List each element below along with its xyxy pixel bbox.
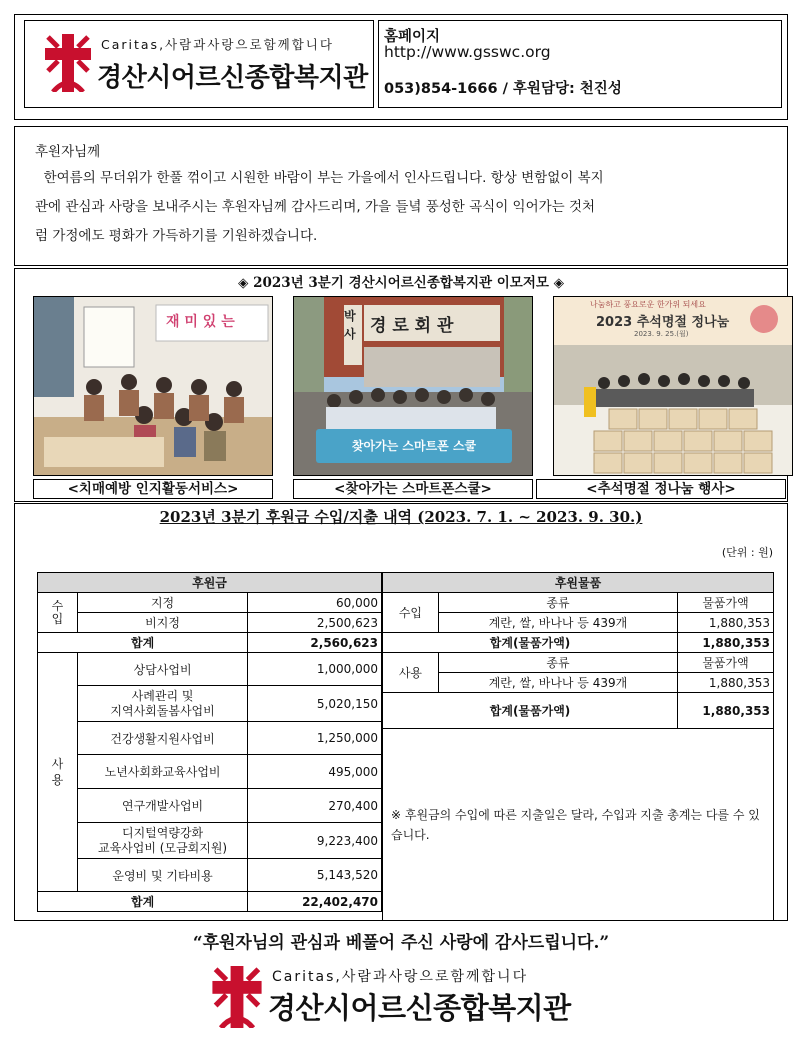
money-expense-amount: 495,000 xyxy=(248,755,382,789)
homepage-url[interactable]: http://www.gsswc.org xyxy=(384,43,551,61)
event-title: ◈ 2023년 3분기 경산시어르신종합복지관 이모저모 ◈ xyxy=(238,275,564,291)
homepage-label: 홈페이지 xyxy=(384,29,441,45)
photo3-banner: 2023 추석명절 정나눔 xyxy=(596,315,730,330)
goods-value-label: 물품가액 xyxy=(678,653,774,673)
money-expense-item: 건강생활지원사업비 xyxy=(77,722,247,755)
money-expense-item xyxy=(77,686,247,722)
finance-note xyxy=(383,729,774,921)
money-expense-amount: 270,400 xyxy=(248,789,382,823)
caption-chuseok-sharing: <추석명절 정나눔 행사> xyxy=(536,479,786,499)
goods-expense-total: 1,880,353 xyxy=(678,693,774,729)
goods-expense-total-label: 합계(물품가액) xyxy=(383,693,678,729)
footer-logo-tagline: Caritas,사람과사랑으로함께합니다 xyxy=(272,969,529,985)
expense-item-line1: 사례관리 및 xyxy=(131,688,194,703)
caption-smartphone-school: <찾아가는 스마트폰스쿨> xyxy=(293,479,533,499)
letter-line-2: 관에 관심과 사랑을 보내주시는 후원자님께 감사드리며, 가을 들녘 풍성한 곡식이 익어가는 것처 xyxy=(35,199,596,215)
money-expense-item xyxy=(77,823,247,859)
money-expense-item: 상담사업비 xyxy=(77,653,247,686)
money-income-amount-nondesignated: 2,500,623 xyxy=(248,613,382,633)
money-expense-amount: 5,020,150 xyxy=(248,686,382,722)
money-expense-amount: 1,250,000 xyxy=(248,722,382,755)
photo3-banner-top: 나눔하고 풍요로운 한가위 되세요 xyxy=(590,300,706,309)
goods-income-item: 계란, 쌀, 바나나 등 439개 xyxy=(438,613,677,633)
goods-expense-label: 사용 xyxy=(383,653,439,693)
money-header: 후원금 xyxy=(38,573,382,593)
money-income-total-label: 합계 xyxy=(38,633,248,653)
goods-header: 후원물품 xyxy=(383,573,774,593)
finance-section xyxy=(14,503,788,921)
money-income-label-text: 수입 xyxy=(51,598,64,626)
photo1-banner: 재 미 있 는 xyxy=(166,314,235,330)
goods-kind-label: 종류 xyxy=(438,593,677,613)
footer-caritas-cross-icon xyxy=(212,966,262,1028)
thanks-message: “후원자님의 관심과 베풀어 주신 사랑에 감사드립니다.” xyxy=(192,933,610,953)
money-expense-amount: 1,000,000 xyxy=(248,653,382,686)
header-info-panel xyxy=(378,20,782,108)
photo-smartphone-school xyxy=(293,296,533,476)
finance-title xyxy=(15,506,787,527)
expense-item-line2: 지역사회돌봄사업비 xyxy=(110,703,215,718)
goods-income-total: 1,880,353 xyxy=(678,633,774,653)
caritas-cross-icon xyxy=(45,34,91,92)
donation-money-table xyxy=(37,572,382,912)
event-section xyxy=(14,268,788,502)
letter-box xyxy=(14,126,788,266)
money-expense-item: 연구개발사업비 xyxy=(77,789,247,823)
header-logo-panel xyxy=(24,20,374,108)
photo2-sign: 박 사 xyxy=(344,309,356,341)
photo2-banner: 찾아가는 스마트폰 스쿨 xyxy=(351,439,477,453)
logo-org-name: 경산시어르신종합복지관 xyxy=(97,63,368,93)
finance-title-text: 2023년 3분기 후원금 수입/지출 내역 (2023. 7. 1. ~ 2023. 9. 30.) xyxy=(159,508,643,526)
money-expense-total-label: 합계 xyxy=(38,892,248,912)
expense-item-line1: 디지털역량강화 xyxy=(121,825,204,840)
letter-line-1: 한여름의 무더위가 한풀 꺾이고 시원한 바람이 부는 가을에서 인사드립니다. 항상 변함없이 복지 xyxy=(35,170,604,186)
money-expense-item: 운영비 및 기타비용 xyxy=(77,859,247,892)
photo-cognitive-activity xyxy=(33,296,273,476)
money-expense-item: 노년사회화교육사업비 xyxy=(77,755,247,789)
goods-expense-item: 계란, 쌀, 바나나 등 439개 xyxy=(438,673,677,693)
letter-salutation: 후원자님께 xyxy=(35,144,101,160)
money-expense-label xyxy=(38,653,78,892)
finance-note-text: ※ 후원금의 수입에 따른 지출일은 달라, 수입과 지출 총계는 다를 수 있습니다. xyxy=(391,807,760,842)
money-income-label xyxy=(38,593,78,633)
photo2-building-name: 경 로 회 관 xyxy=(370,316,454,336)
money-expense-total: 22,402,470 xyxy=(248,892,382,912)
unit-label: (단위 : 원) xyxy=(721,546,773,559)
money-expense-label-text: 사용 xyxy=(51,757,64,787)
money-expense-amount: 5,143,520 xyxy=(248,859,382,892)
money-income-amount-designated: 60,000 xyxy=(248,593,382,613)
classroom-illustration xyxy=(34,297,273,476)
goods-kind-label: 종류 xyxy=(438,653,677,673)
money-expense-amount: 9,223,400 xyxy=(248,823,382,859)
goods-value-label: 물품가액 xyxy=(678,593,774,613)
photo-chuseok-sharing xyxy=(553,296,793,476)
money-income-item-designated: 지정 xyxy=(77,593,247,613)
footer-logo-org-name: 경산시어르신종합복지관 xyxy=(268,991,571,1025)
goods-income-total-label: 합계(물품가액) xyxy=(383,633,678,653)
money-income-total: 2,560,623 xyxy=(248,633,382,653)
expense-item-line2: 교육사업비 (모금회지원) xyxy=(98,840,228,855)
caption-cognitive-activity: <치매예방 인지활동서비스> xyxy=(33,479,273,499)
goods-income-value: 1,880,353 xyxy=(678,613,774,633)
logo-tagline: Caritas,사람과사랑으로함께합니다 xyxy=(101,37,334,52)
goods-expense-value: 1,880,353 xyxy=(678,673,774,693)
contact-info: 053)854-1666 / 후원담당: 천진성 xyxy=(384,81,622,97)
donation-goods-table xyxy=(382,572,774,921)
photo3-date: 2023. 9. 25.(월) xyxy=(634,330,689,338)
letter-line-3: 럼 가정에도 평화가 가득하기를 기원하겠습니다. xyxy=(35,228,318,244)
goods-income-label: 수입 xyxy=(383,593,439,633)
money-income-item-nondesignated: 비지정 xyxy=(77,613,247,633)
